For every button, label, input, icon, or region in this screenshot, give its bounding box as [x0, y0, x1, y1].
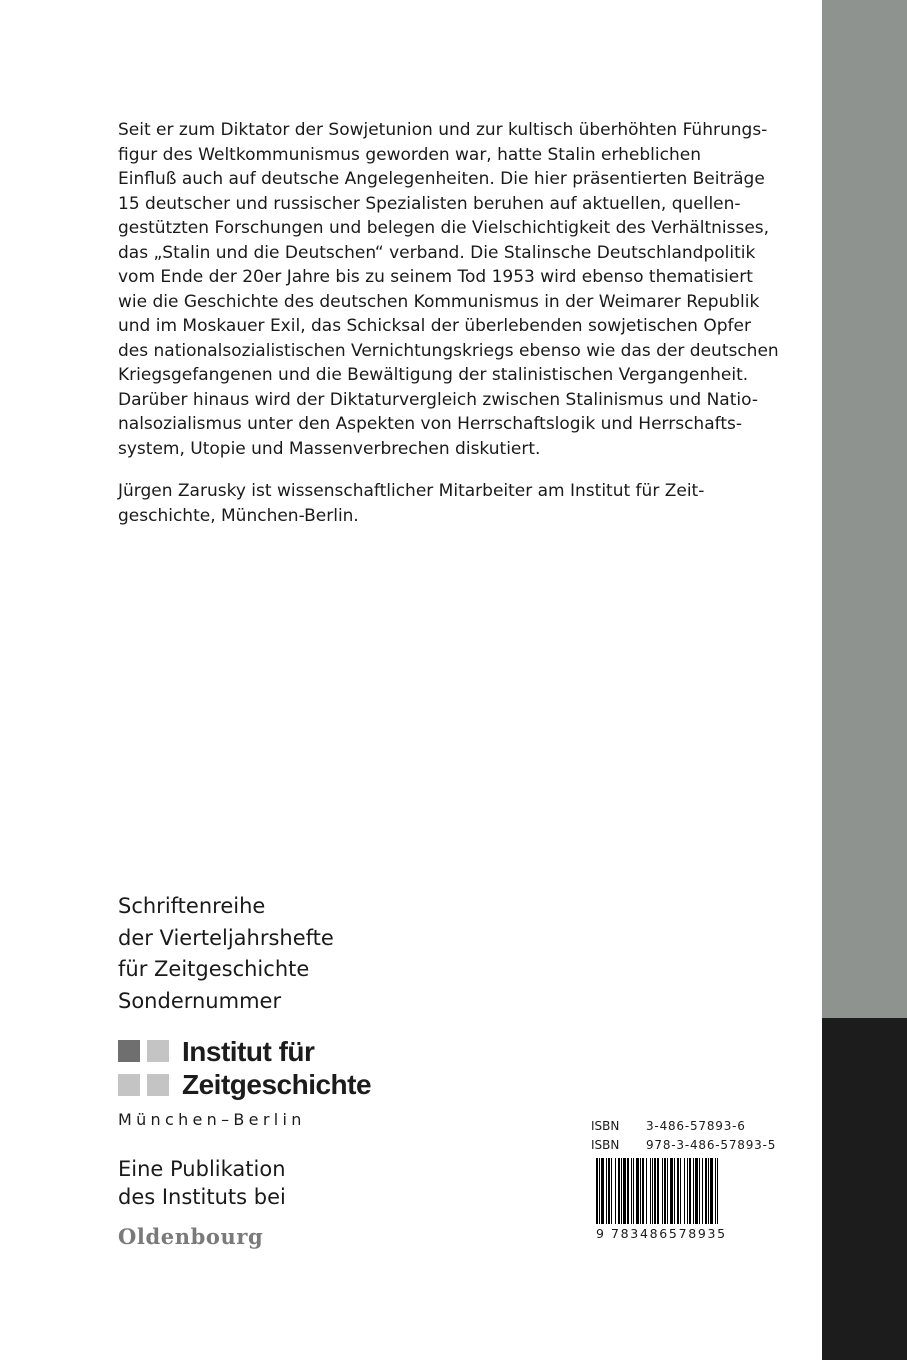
- barcode-bar: [611, 1158, 612, 1224]
- isbn13-row: [591, 1136, 776, 1155]
- publication-note: [118, 1155, 286, 1211]
- barcode-bar: [642, 1158, 644, 1224]
- blurb-text: [118, 118, 790, 461]
- institute-logo: [118, 1036, 378, 1136]
- series-line: der Vierteljahrshefte: [118, 925, 334, 950]
- barcode-bar: [627, 1158, 629, 1224]
- isbn-block: [591, 1117, 776, 1155]
- isbn-label: ISBN: [591, 1138, 620, 1152]
- barcode-bar: [715, 1158, 716, 1224]
- blurb-line: Kriegsgefangenen und die Bewältigung der stalinistischen Vergangenheit.: [118, 365, 749, 385]
- barcode-bar: [623, 1158, 626, 1224]
- barcode-bar: [680, 1158, 681, 1224]
- barcode-bar: [621, 1158, 622, 1224]
- author-bio: [118, 479, 790, 528]
- isbn-label: ISBN: [591, 1119, 620, 1133]
- isbn10-value: 3-486-57893-6: [646, 1119, 746, 1133]
- barcode-first-digit: 9: [596, 1226, 606, 1241]
- blurb-line: das „Stalin und die Deutschen“ verband. Die Stalinsche Deutschlandpolitik: [118, 242, 756, 263]
- barcode-bar: [652, 1158, 653, 1224]
- publisher-logo: Oldenbourg: [118, 1224, 264, 1249]
- barcode-bar: [710, 1158, 713, 1224]
- blurb-line: system, Utopie und Massenverbrechen diskutiert.: [118, 438, 541, 459]
- author-bio-line: geschichte, München-Berlin.: [118, 505, 359, 526]
- series-line: Schriftenreihe: [118, 894, 266, 918]
- barcode: [596, 1158, 756, 1224]
- barcode-bar: [657, 1158, 659, 1224]
- barcode-bar: [633, 1158, 634, 1224]
- barcode-bar: [708, 1158, 709, 1224]
- barcode-bar: [689, 1158, 691, 1224]
- barcode-bar: [601, 1158, 604, 1224]
- publication-line: des Instituts bei: [118, 1185, 286, 1209]
- barcode-bar: [687, 1158, 688, 1224]
- barcode-bar: [699, 1158, 700, 1224]
- barcode-bar: [631, 1158, 632, 1224]
- series-line: für Zeitgeschichte: [118, 957, 310, 981]
- logo-square-icon: [118, 1040, 140, 1062]
- barcode-bar: [640, 1158, 641, 1224]
- author-bio-line: Jürgen Zarusky ist wissenschaftlicher Mitarbeiter am Institut für Zeit-: [118, 481, 705, 501]
- series-title: [118, 891, 334, 1017]
- blurb-line: 15 deutscher und russischer Spezialisten beruhen auf aktuellen, quellen-: [118, 193, 741, 214]
- logo-square-icon: [147, 1074, 169, 1096]
- barcode-bar: [667, 1158, 668, 1224]
- barcode-bar: [608, 1158, 610, 1224]
- barcode-bar: [670, 1158, 673, 1224]
- institute-name-line: Institut für: [182, 1036, 315, 1067]
- barcode-bar: [677, 1158, 679, 1224]
- isbn10-row: [591, 1117, 776, 1136]
- barcode-bar: [662, 1158, 663, 1224]
- barcode-bar: [684, 1158, 685, 1224]
- blurb-line: Seit er zum Diktator der Sowjetunion und zur kultisch überhöhten Führungs-: [118, 120, 768, 140]
- blurb-line: und im Moskauer Exil, das Schicksal der überlebenden sowjetischen Opfer: [118, 316, 751, 336]
- blurb-line: nalsozialismus unter den Aspekten von Herrschaftslogik und Herrschafts-: [118, 414, 742, 434]
- barcode-bar: [695, 1158, 698, 1224]
- barcode-bar: [654, 1158, 656, 1224]
- institute-city: München–Berlin: [118, 1110, 306, 1129]
- barcode-bar: [596, 1158, 598, 1224]
- blurb-line: gestützten Forschungen und belegen die Vielschichtigkeit des Verhältnisses,: [118, 218, 770, 238]
- barcode-bar: [606, 1158, 607, 1224]
- logo-square-icon: [147, 1040, 169, 1062]
- blurb-line: figur des Weltkommunismus geworden war, hatte Stalin erheblichen: [118, 144, 701, 165]
- series-line: Sondernummer: [118, 988, 282, 1013]
- barcode-bar: [599, 1158, 600, 1224]
- barcode-bar: [650, 1158, 651, 1224]
- blurb-line: vom Ende der 20er Jahre bis zu seinem Tod 1953 wird ebenso thematisiert: [118, 267, 753, 287]
- spine-dark-band: [822, 1018, 907, 1360]
- blurb-line: Einfluß auch auf deutsche Angelegenheiten. Die hier präsentierten Beiträge: [118, 169, 765, 189]
- barcode-bar: [636, 1158, 639, 1224]
- barcode-bar: [615, 1158, 616, 1224]
- barcode-bar: [618, 1158, 620, 1224]
- publication-line: Eine Publikation: [118, 1157, 286, 1181]
- barcode-bar: [646, 1158, 647, 1224]
- logo-square-icon: [118, 1074, 140, 1096]
- blurb-line: wie die Geschichte des deutschen Kommunismus in der Weimarer Republik: [118, 291, 760, 312]
- barcode-bar: [705, 1158, 707, 1224]
- isbn13-value: 978-3-486-57893-5: [646, 1138, 777, 1152]
- barcode-bar: [702, 1158, 703, 1224]
- barcode-bar: [717, 1158, 718, 1224]
- blurb-line: Darüber hinaus wird der Diktaturvergleich zwischen Stalinismus und Natio-: [118, 389, 758, 410]
- institute-name-line: Zeitgeschichte: [182, 1069, 372, 1100]
- blurb-line: des nationalsozialistischen Vernichtungskriegs ebenso wie das der deutschen: [118, 340, 779, 361]
- barcode-bar: [693, 1158, 694, 1224]
- barcode-bar: [674, 1158, 675, 1224]
- barcode-bar: [664, 1158, 666, 1224]
- institute-name: [182, 1035, 371, 1101]
- barcode-digits-rest: 783486578935: [611, 1226, 727, 1241]
- spine-gray-band: [822, 0, 907, 1018]
